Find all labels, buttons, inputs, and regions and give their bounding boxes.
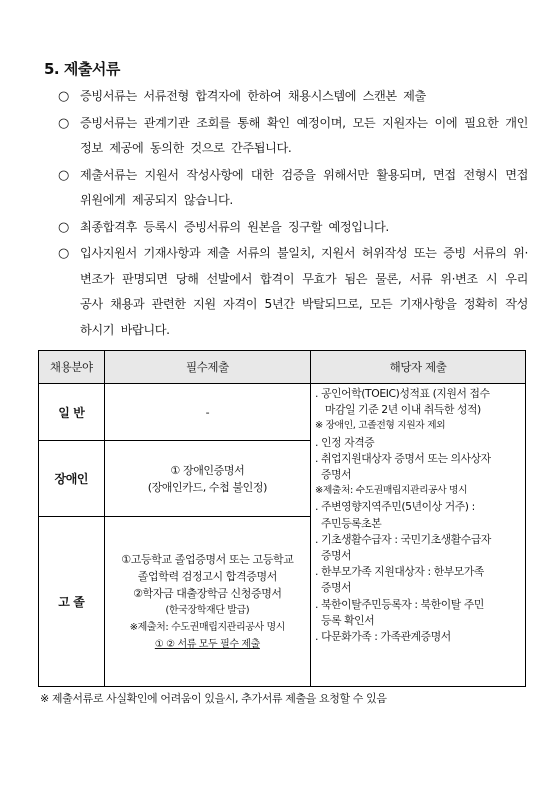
list-item xyxy=(58,111,528,162)
optional-line: 등록 확인서 xyxy=(321,613,375,627)
optional-line: 증명서 xyxy=(321,468,352,482)
field-highschool: 고 졸 xyxy=(39,517,105,687)
required-disabled xyxy=(104,441,310,517)
optional-line: 증명서 xyxy=(321,581,352,595)
header-required: 필수제출 xyxy=(104,351,310,384)
bullet-text: 증빙서류는 관계기관 조회를 통해 확인 예정이며, 모든 지원자는 이에 필요한 개인정보 제공에 동의한 것으로 간주됩니다. xyxy=(80,115,528,155)
header-optional: 해당자 제출 xyxy=(311,351,526,384)
required-line: ① 장애인증명서 xyxy=(170,463,245,477)
list-item xyxy=(58,84,528,110)
required-highschool xyxy=(104,517,310,687)
optional-line: . 공인어학(TOEIC)성적표 (지원서 접수 xyxy=(315,387,490,400)
optional-line: . 주변영향지역주민(5년이상 거주) : xyxy=(315,500,475,514)
bullet-mark: ○ xyxy=(58,167,69,183)
required-line: ②학자금 대출장학금 신청증명서 xyxy=(133,586,282,600)
bullet-text: 최종합격후 등록시 증빙서류의 원본을 징구할 예정입니다. xyxy=(80,219,389,234)
footnote: ※ 제출서류로 사실확인에 어려움이 있을시, 추가서류 제출을 요청할 수 있음 xyxy=(40,692,387,705)
optional-line: . 북한이탈주민등록자 : 북한이탈 주민 xyxy=(315,597,484,611)
optional-line: 증명서 xyxy=(321,549,352,563)
optional-note: ※ 장애인, 고졸전형 지원자 제외 xyxy=(315,420,446,432)
field-general: 일 반 xyxy=(39,384,105,441)
required-line: 졸업학력 검정고시 합격증명서 xyxy=(137,569,277,583)
required-emphasis: ① ② 서류 모두 필수 제출 xyxy=(154,638,260,650)
optional-note: ※제출처: 수도권매립지관리공사 명시 xyxy=(315,485,468,497)
optional-line: 마감일 기준 2년 이내 취득한 성적) xyxy=(325,403,481,417)
optional-line: . 인정 자격증 xyxy=(315,435,375,449)
optional-line: . 기초생활수급자 : 국민기초생활수급자 xyxy=(315,532,491,546)
bullet-mark: ○ xyxy=(58,246,69,261)
bullet-text: 입사지원서 기재사항과 제출 서류의 불일치, 지원서 허위작성 또는 증빙 서류의 위·변조가 판명되면 당해 선발에서 합격이 무효가 됨은 물론, 서류 위·변조 시 우리 공사 채용과 관련한 지원 자격이 5년간 박탈되므로, 모든 기재사항을 정확히 작성하시기 바랍니다. xyxy=(80,246,528,337)
documents-table xyxy=(38,350,526,687)
bullet-mark: ○ xyxy=(58,219,69,235)
required-note: ※제출처: 수도권매립지관리공사 명시 xyxy=(129,621,286,633)
list-item xyxy=(58,241,528,343)
section-heading: 5. 제출서류 xyxy=(44,60,120,78)
bullet-text: 제출서류는 지원서 작성사항에 대한 검증을 위해서만 활용되며, 면접 전형시 면접위원에게 제공되지 않습니다. xyxy=(80,167,528,207)
required-line: (장애인카드, 수첩 불인정) xyxy=(147,480,268,494)
field-disabled: 장애인 xyxy=(39,441,105,517)
table-header-row xyxy=(39,351,526,384)
optional-line: 주민등록초본 xyxy=(321,516,382,530)
required-line: (한국장학재단 발급) xyxy=(165,604,250,616)
optional-line: . 취업지원대상자 증명서 또는 의사상자 xyxy=(315,451,491,465)
list-item xyxy=(58,215,528,241)
bullet-text: 증빙서류는 서류전형 합격자에 한하여 채용시스템에 스캔본 제출 xyxy=(80,89,426,103)
optional-line: . 한부모가족 지원대상자 : 한부모가족 xyxy=(315,565,484,579)
optional-line: . 다문화가족 : 가족관계증명서 xyxy=(315,630,451,644)
header-field: 채용분야 xyxy=(39,351,105,384)
bullet-mark: ○ xyxy=(58,89,69,104)
list-item xyxy=(58,163,528,214)
required-general: - xyxy=(104,384,310,441)
required-line: ①고등학교 졸업증명서 또는 고등학교 xyxy=(121,552,294,566)
bullet-list xyxy=(58,84,528,344)
optional-documents-cell xyxy=(311,384,526,687)
bullet-mark: ○ xyxy=(58,115,69,131)
table-row xyxy=(39,384,526,441)
